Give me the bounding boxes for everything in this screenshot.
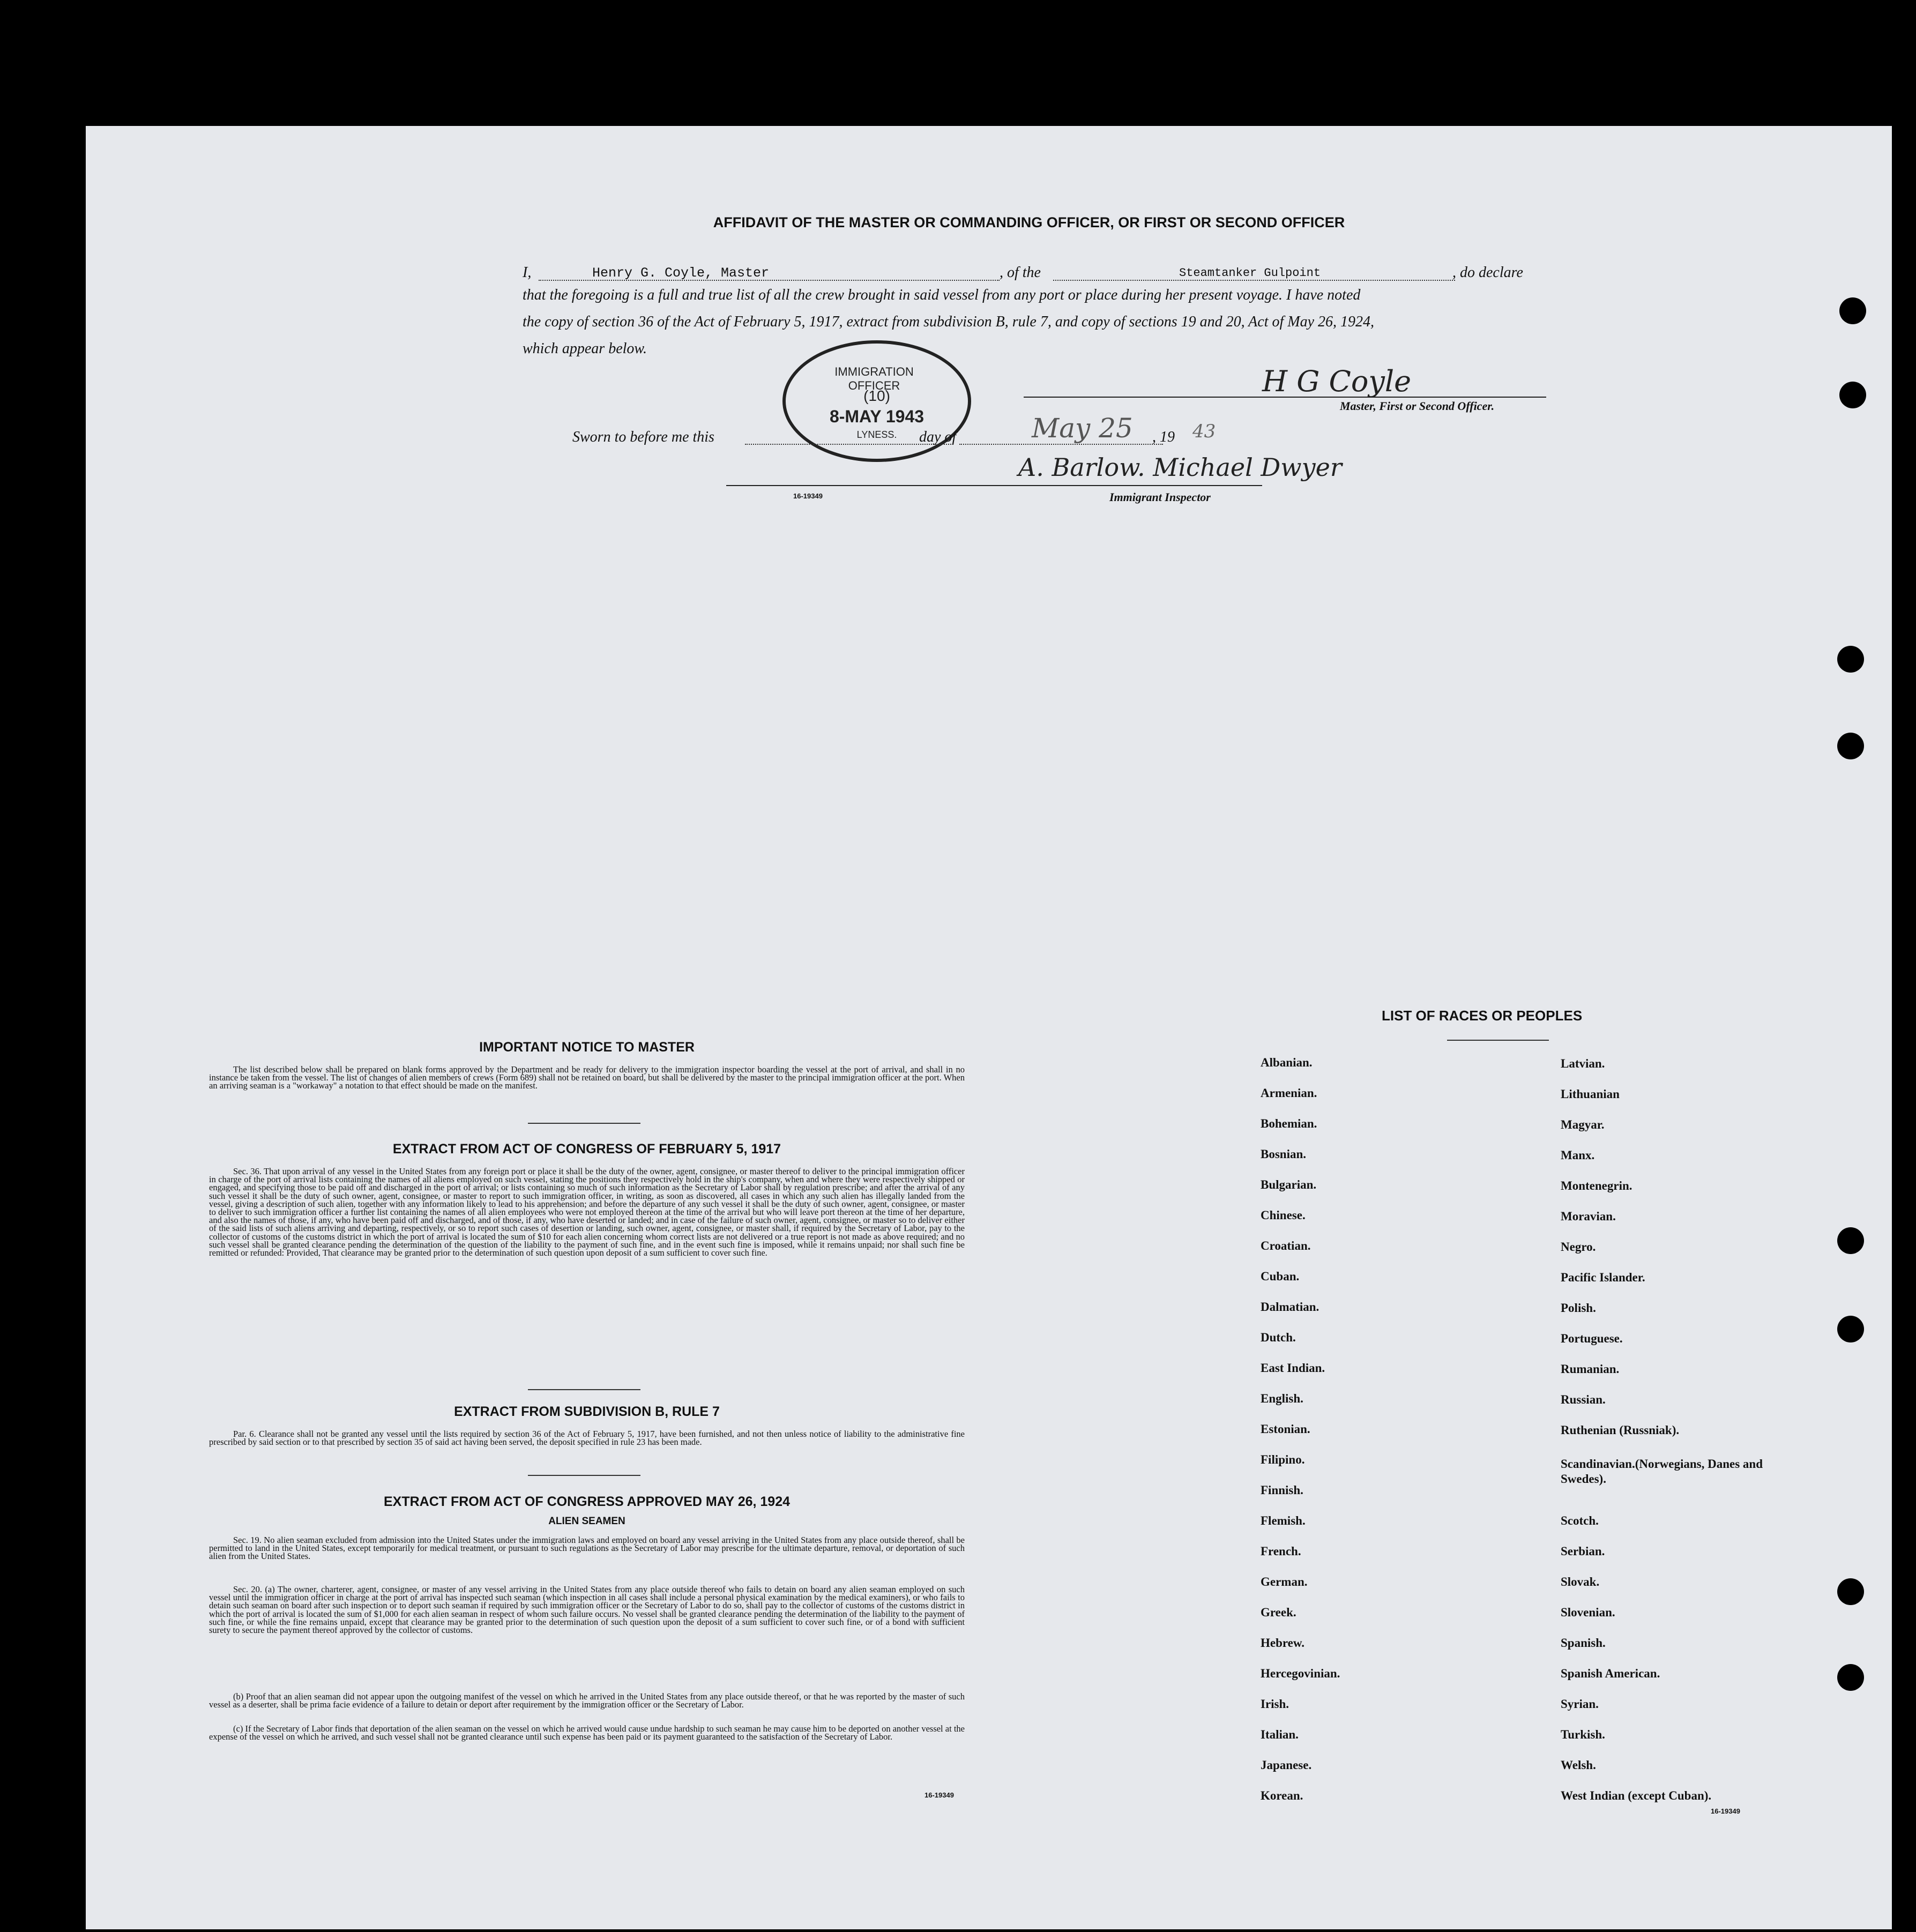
race-item: Irish. — [1261, 1697, 1289, 1711]
race-item: Finnish. — [1261, 1483, 1303, 1497]
affidavit-title: AFFIDAVIT OF THE MASTER OR COMMANDING OFFICER, OR FIRST OR SECOND OFFICER — [713, 214, 1345, 230]
stamp-place: LYNESS. — [856, 429, 897, 440]
binder-hole — [1837, 1316, 1864, 1342]
extract-1917-text: Sec. 36. That upon arrival of any vessel in the United States from any foreign port or place it shall be the duty of the owner, agent, consignee, or master thereof to deliver to the principal immigration officer in charge of the port of arrival lists containing the names of all aliens employed on such vessel, stating the positions they respectively hold in the ship's company, when and where they were respectively shipped or engaged, and specifying those to be paid off and discharged in the port of arrival; or lists containing so much of such information as the Secretary of Labor shall by regulation prescribe; and after the arrival of any such vessel it shall be the duty of such owner, agent, consignee, or master to report to such immigration officer, in writing, as soon as discovered, all cases in which any such alien has illegally landed from the vessel, giving a description of such alien, together with any information likely to lead to his apprehension; and before the departure of any such vessel it shall be the duty of such owner, agent, consignee, or master to deliver to such immigration officer a further list containing the names of all alien employees who were not employed thereon at the time of the arrival but who will leave port thereon at the time of her departure, and also the names of those, if any, who have been paid off and discharged, and of those, if any, who have deserted or landed; and in case of the failure of such owner, agent, consignee, or master so to deliver either of the said lists of such aliens arriving and departing, respectively, or so to report such cases of desertion or landing, such owner, agent, consignee, or master shall, if required by the Secretary of Labor, pay to the collector of customs of the customs district in which the port of arrival is located the sum of $10 for each alien concerning whom correct lists are not delivered or a true report is not made as above required; and no such vessel shall be granted clearance pending the determination of the question of the liability to the payment of such fine, and in the event such fine is imposed, while it remains unpaid; nor shall such fine be remitted or refunded: Provided, That clearance may be granted prior to the determination of such question upon deposit of a sum sufficient to cover such fine. — [209, 1166, 965, 1258]
binder-hole — [1839, 382, 1866, 408]
inspector-signature: A. Barlow. Michael Dwyer — [1018, 453, 1342, 482]
race-item: Magyar. — [1561, 1118, 1605, 1131]
inspector-label: Immigrant Inspector — [1109, 490, 1211, 504]
race-item: Chinese. — [1261, 1209, 1306, 1222]
year-suffix: 43 — [1192, 421, 1216, 442]
race-item: Portuguese. — [1561, 1332, 1623, 1345]
form-number-notice: 16-19349 — [925, 1791, 954, 1799]
alien-seamen-title: ALIEN SEAMEN — [548, 1516, 625, 1527]
race-item: Japanese. — [1261, 1758, 1312, 1772]
affidavit-body-3: which appear below. — [523, 340, 647, 357]
race-item: Korean. — [1261, 1789, 1303, 1802]
binder-hole — [1837, 646, 1864, 673]
binder-hole — [1837, 1664, 1864, 1691]
sworn-date: May 25 — [1032, 413, 1133, 444]
race-item: Scotch. — [1561, 1514, 1599, 1527]
race-item: Slovak. — [1561, 1575, 1600, 1588]
form-number-top: 16-19349 — [793, 492, 823, 500]
race-item: Estonian. — [1261, 1422, 1310, 1436]
race-item: Latvian. — [1561, 1057, 1605, 1070]
stamp-ring-text: IMMIGRATION OFFICER — [834, 365, 914, 392]
race-item: Rumanian. — [1561, 1362, 1620, 1376]
race-item: Pacific Islander. — [1561, 1271, 1645, 1284]
sec19-text: Sec. 19. No alien seaman excluded from admission into the United States under the immigration laws and employed on board any vessel arriving in the United States from any place outside thereof, shall be permitted to land in the United States, except temporarily for medical treatment, or pursuant to such regulations as the Secretary of Labor may prescribe for the ultimate departure, removal, or deportation of such alien from the United States. — [209, 1535, 965, 1562]
sec20a-text: Sec. 20. (a) The owner, charterer, agent, consignee, or master of any vessel arriving in the United States from any place outside thereof who fails to detain on board any alien seaman employed on such vessel until the immigration officer in charge at the port of arrival has inspected such seaman (which inspection in all cases shall include a personal physical examination by the medical examiners), or who fails to detain such seaman on board after such inspection or to deport such seaman if required by such immigration officer or the Secretary of Labor to do so, shall pay to the collector of customs of the customs district in which the port of arrival is located the sum of $1,000 for each alien seaman in respect of whom such failure occurs. No vessel shall be granted clearance pending the determination of the liability to the payment of such fine, or while the fine remains unpaid, except that clearance may be granted prior to the determination of such question upon the deposit of a sum sufficient to cover such fine, or of a bond with sufficient surety to secure the payment thereof approved by the collector of customs. — [209, 1584, 965, 1636]
race-item: Spanish American. — [1561, 1667, 1660, 1680]
race-item: West Indian (except Cuban). — [1561, 1789, 1712, 1802]
affidavit-declare: , do declare — [1452, 264, 1523, 281]
race-item: Bosnian. — [1261, 1147, 1307, 1161]
extract-1924-title: EXTRACT FROM ACT OF CONGRESS APPROVED MAY 26, 1924 — [383, 1494, 791, 1509]
affidavit-of-the: , of the — [1000, 264, 1041, 281]
race-item: Cuban. — [1261, 1270, 1300, 1283]
race-item: Armenian. — [1261, 1086, 1317, 1100]
binder-hole — [1839, 297, 1866, 324]
race-item: Lithuanian — [1561, 1087, 1620, 1101]
race-item: Moravian. — [1561, 1210, 1616, 1223]
year-prefix: , 19 — [1152, 429, 1175, 445]
race-item: Filipino. — [1261, 1453, 1305, 1466]
race-item: Serbian. — [1561, 1545, 1605, 1558]
binder-hole — [1837, 1227, 1864, 1254]
notice-title: IMPORTANT NOTICE TO MASTER — [479, 1040, 695, 1055]
race-item: Dutch. — [1261, 1331, 1296, 1344]
vessel-name: Steamtanker Gulpoint — [1179, 266, 1321, 280]
race-item: Flemish. — [1261, 1514, 1306, 1527]
sec20c-text: (c) If the Secretary of Labor finds that deportation of the alien seaman on the vessel on which he arrived would cause undue hardship to such seaman he may cause him to be deported on another vessel at the expense of the vessel on which he arrived, and such vessel shall not be granted clearance until such expense has been paid or its payment guaranteed to the satisfaction of the Secretary of Labor. — [209, 1724, 965, 1742]
race-item: Syrian. — [1561, 1697, 1599, 1711]
stamp-number: (10) — [863, 387, 890, 404]
race-item: Bohemian. — [1261, 1117, 1317, 1130]
race-item: Negro. — [1561, 1240, 1596, 1254]
day-of-text: day of — [919, 429, 957, 445]
race-item: Hercegovinian. — [1261, 1667, 1340, 1680]
master-name: Henry G. Coyle, Master — [592, 265, 770, 281]
race-item: Slovenian. — [1561, 1606, 1615, 1619]
race-item: East Indian. — [1261, 1361, 1325, 1375]
race-item: Montenegrin. — [1561, 1179, 1632, 1192]
subdivision-b-title: EXTRACT FROM SUBDIVISION B, RULE 7 — [454, 1404, 720, 1419]
race-item: Italian. — [1261, 1728, 1299, 1741]
master-label: Master, First or Second Officer. — [1340, 399, 1495, 413]
race-item: Dalmatian. — [1261, 1300, 1319, 1314]
race-item: Scandinavian.(Norwegians, Danes and Swedes). — [1561, 1457, 1763, 1486]
extract-1917-title: EXTRACT FROM ACT OF CONGRESS OF FEBRUARY 5, 1917 — [392, 1142, 781, 1157]
race-item: Spanish. — [1561, 1636, 1606, 1650]
affidavit-body-1: that the foregoing is a full and true list of all the crew brought in said vessel from any port or place during her present voyage. I have noted — [523, 287, 1361, 303]
sec20b-text: (b) Proof that an alien seaman did not appear upon the outgoing manifest of the vessel on which he arrived in the United States from any place outside thereof, or that he was reported by the master of such vessel as a deserter, shall be prima facie evidence of a failure to detain or deport after requirement by the immigration officer or the Secretary of Labor. — [209, 1691, 965, 1710]
race-item: Manx. — [1561, 1148, 1595, 1162]
master-signature: H G Coyle — [1262, 364, 1412, 398]
race-item: Polish. — [1561, 1301, 1596, 1315]
document-page — [86, 126, 1892, 1929]
race-item: Albanian. — [1261, 1056, 1313, 1069]
affidavit-body-2: the copy of section 36 of the Act of February 5, 1917, extract from subdivision B, rule 7, and copy of sections 19 and 20, Act of May 26, 1924, — [523, 314, 1375, 330]
race-item: Greek. — [1261, 1606, 1296, 1619]
notice-text: The list described below shall be prepared on blank forms approved by the Department and be ready for delivery to the immigration inspector boarding the vessel at the port of arrival, and shall in no instance be taken from the vessel. The list of changes of alien members of crews (Form 689) shall not be retained on board, but shall be delivered by the master to the principal immigration officer at the port. When an arriving seaman is a "workaway" a notation to that effect should be made on the manifest. — [209, 1064, 965, 1091]
affidavit-i: I, — [523, 264, 532, 281]
stamp-date: 8-MAY 1943 — [829, 407, 925, 426]
form-number-races: 16-19349 — [1711, 1807, 1740, 1815]
binder-hole — [1837, 733, 1864, 759]
race-item: Bulgarian. — [1261, 1178, 1317, 1191]
binder-hole — [1837, 1578, 1864, 1605]
race-item: German. — [1261, 1575, 1308, 1588]
races-title: LIST OF RACES OR PEOPLES — [1382, 1008, 1583, 1024]
subdivision-b-text: Par. 6. Clearance shall not be granted any vessel until the lists required by section 36 of the Act of February 5, 1917, have been furnished, and not then unless notice of liability to the administrative fine prescribed by said section or to that prescribed by section 35 of said act having been served, the deposit specified in rule 23 has been made. — [209, 1429, 965, 1448]
race-item: Welsh. — [1561, 1758, 1596, 1772]
race-item: Turkish. — [1561, 1728, 1605, 1741]
race-item: Hebrew. — [1261, 1636, 1304, 1650]
race-item: Russian. — [1561, 1393, 1606, 1406]
race-item: English. — [1261, 1392, 1303, 1405]
race-item: Croatian. — [1261, 1239, 1311, 1252]
race-item: French. — [1261, 1545, 1301, 1558]
race-item: Ruthenian (Russniak). — [1561, 1423, 1680, 1437]
sworn-text: Sworn to before me this — [572, 429, 714, 445]
